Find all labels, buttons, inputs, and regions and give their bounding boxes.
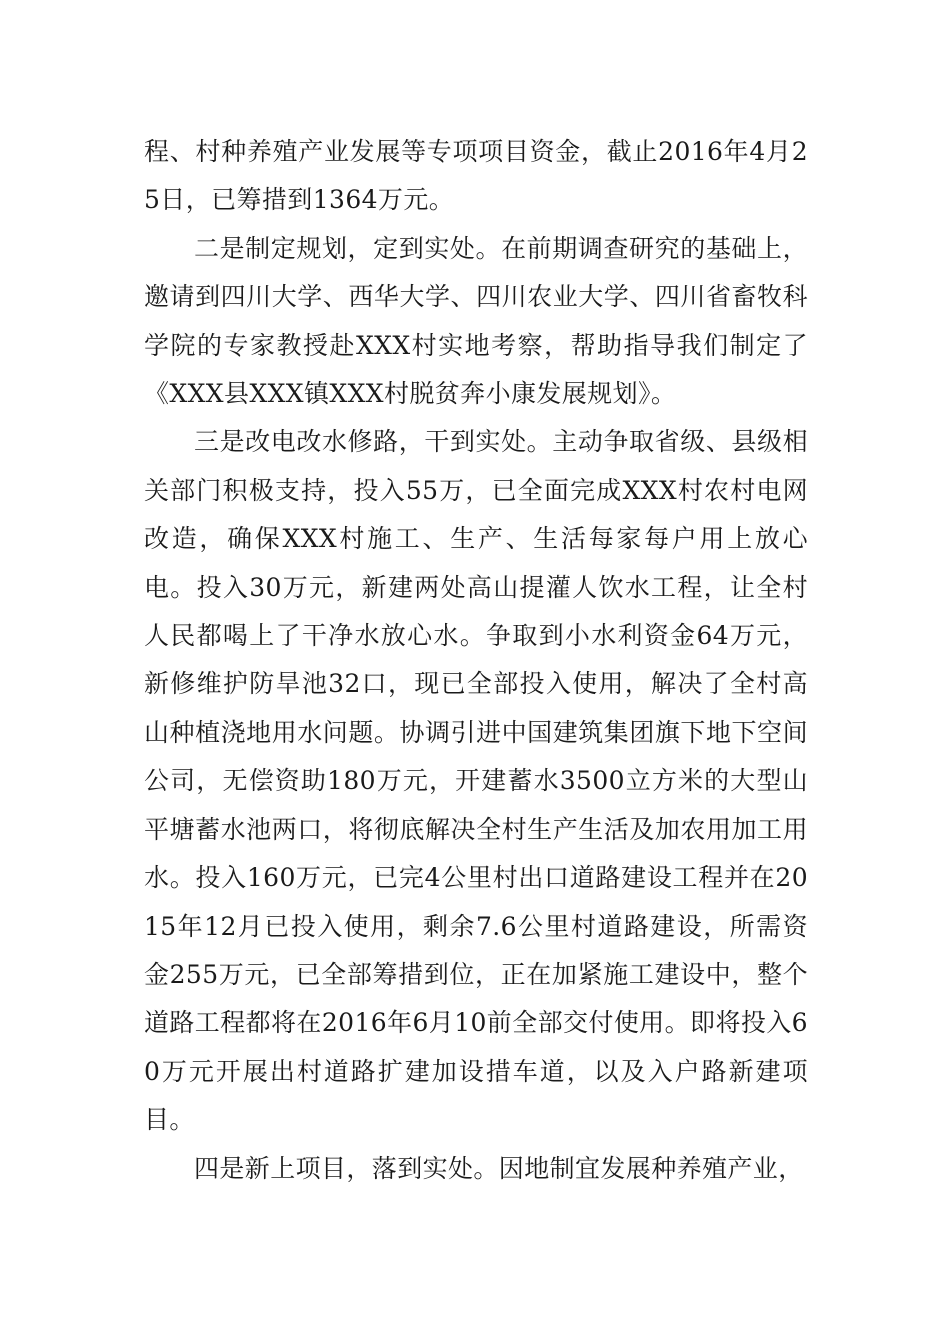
paragraph-infrastructure: 三是改电改水修路，干到实处。主动争取省级、县级相关部门积极支持，投入55万，已全面完成XXX村农村电网改造，确保XXX村施工、生产、生活每家每户用上放心电。投入30万元，新建两处高山提灌人饮水工程，让全村人民都喝上了干净水放心水。争取到小水利资金64万元，新修维护防旱池32口，现已全部投入使用，解决了全村高山种植浇地用水问题。协调引进中国建筑集团旗下地下空间公司，无偿资助180万元，开建蓄水3500立方米的大型山平塘蓄水池两口，将彻底解决全村生产生活及加农用加工用水。投入160万元，已完4公里村出口道路建设工程并在2015年12月已投入使用，剩余7.6公里村道路建设，所需资金255万元，已全部筹措到位，正在加紧施工建设中，整个道路工程都将在2016年6月10前全部交付使用。即将投入60万元开展出村道路扩建加设措车道，以及入户路新建项目。 [144,427,808,1135]
paragraph-planning: 二是制定规划，定到实处。在前期调查研究的基础上，邀请到四川大学、西华大学、四川农业大学、四川省畜牧科学院的专家教授赴XXX村实地考察，帮助指导我们制定了《XXX县XXX镇XXX村脱贫奔小康发展规划》。 [144,233,808,409]
paragraph-continuation: 程、村种养殖产业发展等专项项目资金，截止2016年4月25日，已筹措到1364万元。 [144,137,808,215]
paragraph-projects: 四是新上项目，落到实处。因地制宜发展种养殖产业， [194,1153,804,1183]
document-body [144,128,808,1193]
